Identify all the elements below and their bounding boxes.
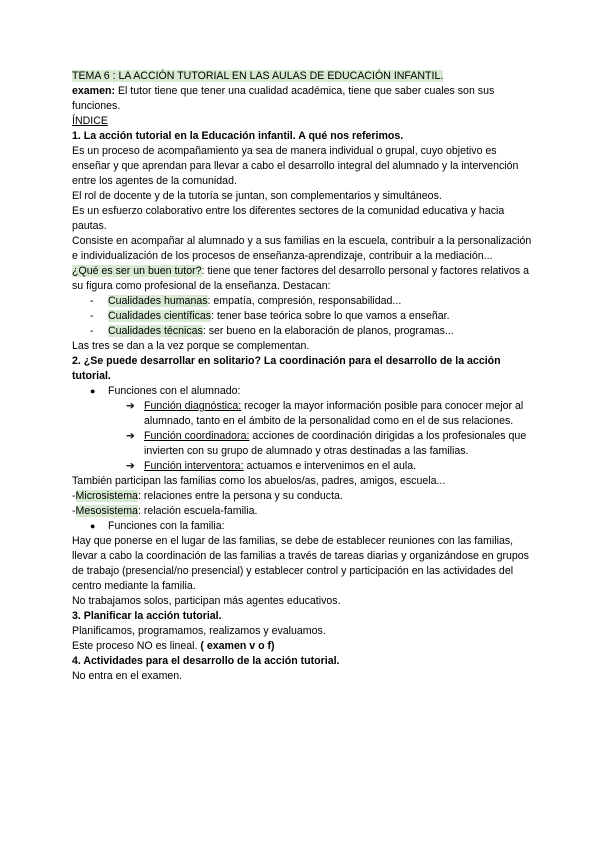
quality-item: - Cualidades técnicas: ser bueno en la elaboración de planos, programas... xyxy=(90,325,454,337)
microsystem-label: Microsistema xyxy=(75,490,138,502)
function-label: Función coordinadora: xyxy=(144,430,250,442)
function-label: Función interventora: xyxy=(144,460,244,472)
section-1-paragraph: Es un proceso de acompañamiento ya sea de manera individual o grupal, cuyo objetivo es enseñar y que aprendan para llevar a cabo el desarrollo integral del alumnado y la intervención entre los agentes de la comunidad. xyxy=(72,145,519,187)
bullet-text: Funciones con el alumnado: xyxy=(108,385,241,397)
bullet-item xyxy=(72,384,534,399)
quality-item: - Cualidades científicas: tener base teórica sobre lo que vamos a enseñar. xyxy=(90,310,450,322)
mesosystem-label: Mesosistema xyxy=(75,505,138,517)
bullet-item xyxy=(72,519,534,534)
family-paragraph: Hay que ponerse en el lugar de las familias, se debe de establecer reuniones con las familias, llevar a cabo la coordinación de las familias a través de tareas diarias y organizándose en grupos de trabajo (presencial/no presencial) y establecer control y participación en las actividades del centro mediante la familia. xyxy=(72,535,529,592)
function-text: acciones de coordinación dirigidas a los profesionales que invierten con su grupo de alumnado y otras destinadas a las familias. xyxy=(144,430,527,457)
families-participate: También participan las familias como los abuelos/as, padres, amigos, escuela... xyxy=(72,475,446,487)
function-item xyxy=(72,429,534,459)
arrow-right-icon: ➔ xyxy=(126,400,135,412)
quality-item: - Cualidades humanas: empatía, compresión, responsabilidad... xyxy=(90,295,402,307)
quality-label: Cualidades humanas xyxy=(108,295,208,307)
section-3-note xyxy=(72,639,534,654)
mesosystem-text: : relación escuela-familia. xyxy=(137,505,258,517)
quality-text: : tener base teórica sobre lo que vamos a enseñar. xyxy=(211,310,450,322)
section-3-paragraph: Planificamos, programamos, realizamos y evaluamos. xyxy=(72,625,326,637)
microsystem-text: : relaciones entre la persona y su conducta. xyxy=(137,490,343,502)
section-3-heading: 3. Planificar la acción tutorial. xyxy=(72,610,222,622)
arrow-right-icon: ➔ xyxy=(126,430,135,442)
quality-text: : ser bueno en la elaboración de planos, programas... xyxy=(202,325,454,337)
section-4-heading: 4. Actividades para el desarrollo de la acción tutorial. xyxy=(72,655,340,667)
good-tutor-text: : tiene que tener factores del desarrollo personal y factores relativos a su figura como profesional de la enseñanza. Destacan: xyxy=(72,265,529,292)
good-tutor-question xyxy=(72,264,534,294)
section-1-paragraph: El rol de docente y de la tutoría se juntan, son complementarios y simultáneos. xyxy=(72,190,442,202)
microsystem-line: -Microsistema: relaciones entre la persona y su conducta. xyxy=(72,490,343,502)
quality-label: Cualidades científicas xyxy=(108,310,212,322)
bullet-dot-icon: ● xyxy=(90,521,96,531)
exam-note-text: El tutor tiene que tener una cualidad académica, tiene que saber cuales son sus funciones. xyxy=(72,85,495,112)
not-alone-line: No trabajamos solos, participan más agentes educativos. xyxy=(72,595,341,607)
arrow-right-icon: ➔ xyxy=(126,460,135,472)
section-2-heading: 2. ¿Se puede desarrollar en solitario? La coordinación para el desarrollo de la acción tutorial. xyxy=(72,355,501,382)
function-item xyxy=(72,399,534,429)
quality-text: : empatía, compresión, responsabilidad... xyxy=(207,295,402,307)
index-line xyxy=(72,114,534,129)
function-text: recoger la mayor información posible para conocer mejor al alumnado, tanto en el ámbito de la personalidad como en el de sus relaciones. xyxy=(144,400,524,427)
section-1-paragraph: Consiste en acompañar al alumnado y a sus familias en la escuela, contribuir a la personalización e individualización de los procesos de enseñanza-aprendizaje, contribuir a la mediación... xyxy=(72,235,532,262)
exam-note-label: examen: xyxy=(72,85,115,97)
index-label: ÍNDICE xyxy=(72,115,108,127)
document-content xyxy=(72,69,534,684)
bullet-dot-icon: ● xyxy=(90,386,96,396)
section-4-paragraph: No entra en el examen. xyxy=(72,670,183,682)
function-text: actuamos e intervenimos en el aula. xyxy=(243,460,417,472)
section-1-paragraph: Es un esfuerzo colaborativo entre los diferentes sectores de la comunidad educativa y hacia pautas. xyxy=(72,205,505,232)
good-tutor-label: ¿Qué es ser un buen tutor? xyxy=(72,265,202,277)
title-line xyxy=(72,69,534,84)
quality-label: Cualidades técnicas xyxy=(108,325,203,337)
function-item xyxy=(72,459,534,474)
section-1-heading: 1. La acción tutorial en la Educación infantil. A qué nos referimos. xyxy=(72,130,404,142)
function-label: Función diagnóstica: xyxy=(144,400,242,412)
section-1-closing: Las tres se dan a la vez porque se complementan. xyxy=(72,340,310,352)
mesosystem-line: -Mesosistema: relación escuela-familia. xyxy=(72,505,258,517)
exam-note xyxy=(72,84,534,114)
section-3-note-bold: ( examen v o f) xyxy=(200,640,275,652)
page-title: TEMA 6 : LA ACCIÓN TUTORIAL EN LAS AULAS DE EDUCACIÓN INFANTIL. xyxy=(72,70,444,82)
bullet-text: Funciones con la familia: xyxy=(108,520,225,532)
section-3-note-text: Este proceso NO es lineal. xyxy=(72,640,201,652)
